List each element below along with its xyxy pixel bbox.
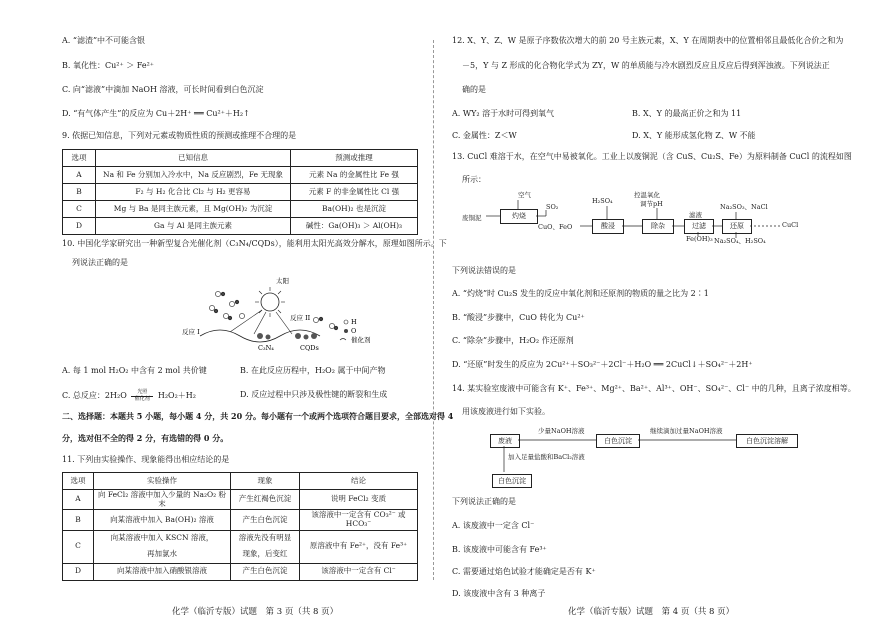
table-cell: A — [63, 167, 96, 184]
flow-step-calcination: 灼烧 — [500, 209, 538, 224]
flow-cuo-feo-label: CuO、FeO — [538, 223, 573, 231]
flow-hcl-bacl2-label: 加入足量盐酸和BaCl₂溶液 — [508, 453, 585, 461]
q12-option-b: B. X、Y 的最高正价之和为 11 — [632, 109, 742, 118]
table-cell: C — [63, 530, 94, 563]
table-cell: 向 FeCl₂ 溶液中加入少量的 Na₂O₂ 粉末 — [94, 490, 231, 510]
q14-question: 下列说法正确的是 — [452, 497, 516, 506]
reaction-arrow — [131, 390, 153, 402]
flow-so2-label: SO₂ — [546, 203, 559, 211]
table-header: 实验操作 — [94, 473, 231, 490]
reaction-condition-bottom: 催化剂 — [134, 395, 150, 402]
flow-product-label: CuCl — [782, 221, 799, 229]
legend-catalyst-label: 催化剂 — [351, 336, 371, 344]
q10-option-c-prefix: C. 总反应：2H₂O — [62, 391, 127, 400]
table-cell: 向某溶液中加入硝酸银溶液 — [94, 563, 231, 580]
q10-option-a: A. 每 1 mol H₂O₂ 中含有 2 mol 共价键 — [62, 366, 207, 375]
flow-white-precipitate: 白色沉淀 — [596, 434, 640, 448]
table-header: 选项 — [63, 473, 94, 490]
q9-table — [62, 149, 418, 235]
table-cell: B — [63, 184, 96, 201]
table-cell: 产生红褐色沉淀 — [231, 490, 300, 510]
table-cell: B — [63, 510, 94, 530]
q9-stem: 9. 依据已知信息，下列对元素或物质性质的预测或推理不合理的是 — [62, 131, 297, 140]
legend-o-label: O — [351, 327, 357, 335]
table-cell: Mg 与 Ba 是同主族元素，且 Mg(OH)₂ 为沉淀 — [96, 201, 291, 218]
q13-option-a: A. “灼烧”时 Cu₂S 发生的反应中氧化剂和还原剂的物质的量之比为 2∶1 — [452, 289, 709, 298]
section-2-instructions-line2: 分，选对但不全的得 2 分，有选错的得 0 分。 — [62, 433, 229, 443]
q10-option-c — [62, 390, 196, 402]
q13-stem-line1: 13. CuCl 难溶于水，在空气中易被氧化。工业上以废铜泥（含 CuS、Cu₂S、Fe）为原料制备 CuCl 的流程如图 — [452, 152, 852, 161]
flow-waste-liquid: 废液 — [490, 434, 520, 448]
catalyst-legend-icon — [340, 339, 346, 341]
flow-step-reduction: 还原 — [722, 219, 752, 234]
q13-question: 下列说法错误的是 — [452, 266, 516, 275]
sun-icon — [255, 287, 285, 317]
section-2-instructions-line1: 二、选择题：本题共 5 小题，每小题 4 分，共 20 分。每小题有一个或两个选项符合题目要求，全部选对得 4 — [62, 411, 454, 421]
table-header: 选项 — [63, 150, 96, 167]
q13-option-d: D. “还原”时发生的反应为 2Cu²⁺＋SO₃²⁻＋2Cl⁻＋H₂O ══ 2CuCl↓＋SO₄²⁻＋2H⁺ — [452, 360, 753, 369]
table-cell: 产生白色沉淀 — [231, 510, 300, 530]
table-header: 现象 — [231, 473, 300, 490]
table-cell: 再加氯水 — [94, 547, 231, 564]
table-cell: D — [63, 218, 96, 235]
legend-h-label: H — [351, 318, 357, 326]
q10-option-d: D. 反应过程中只涉及极性键的断裂和生成 — [240, 390, 388, 399]
table-row — [63, 563, 418, 580]
flow-step-filtration: 过滤 — [684, 219, 714, 234]
table-cell: 说明 FeCl₂ 变质 — [300, 490, 418, 510]
table-cell: A — [63, 490, 94, 510]
q10-mechanism-figure — [142, 272, 372, 358]
table-header: 预测或推理 — [291, 150, 418, 167]
table-cell: C — [63, 201, 96, 218]
q8-option-a: A. “滤渣”中不可能含银 — [62, 36, 146, 45]
table-cell: Na 和 Fe 分别加入冷水中，Na 反应剧烈，Fe 无现象 — [96, 167, 291, 184]
q12-stem-line2: －5，Y 与 Z 形成的化合物化学式为 ZY，W 的单质能与冷水剧烈反应且反应后得到浑浊液。下列说法正 — [462, 61, 830, 70]
q14-option-c: C. 需要通过焰色试验才能确定是否有 K⁺ — [452, 567, 596, 576]
table-cell: Ga 与 Al 是同主族元素 — [96, 218, 291, 235]
q14-option-a: A. 该废液中一定含 Cl⁻ — [452, 521, 535, 530]
table-cell: 元素 Na 的金属性比 Fe 强 — [291, 167, 418, 184]
q14-stem-line2: 用该废液进行如下实验。 — [462, 407, 550, 416]
catalyst-particles — [257, 333, 317, 340]
flow-fe-oh3-label: Fe(OH)₃ — [686, 235, 713, 243]
table-header-row — [63, 150, 418, 167]
table-cell: 向某溶液中加入 KSCN 溶液， — [94, 530, 231, 547]
q11-stem: 11. 下列由实验操作、现象能得出相应结论的是 — [62, 455, 230, 464]
q12-stem-line1: 12. X、Y、Z、W 是原子序数依次增大的前 20 号主族元素，X、Y 在周期表中的位置相邻且最低化合价之和为 — [452, 36, 844, 45]
table-cell: 该溶液中一定含有 CO₃²⁻ 或 HCO₃⁻ — [300, 510, 418, 530]
table-row — [63, 201, 418, 218]
q13-option-b: B. “酸浸”步骤中，CuO 转化为 Cu²⁺ — [452, 313, 585, 322]
q14-experiment-flowchart — [490, 428, 800, 474]
q10-option-b: B. 在此反应历程中，H₂O₂ 属于中间产物 — [240, 366, 386, 375]
sun-label: 太阳 — [276, 277, 289, 285]
flow-naoh-excess-label: 继续滴加过量NaOH溶液 — [650, 427, 723, 435]
table-row — [63, 490, 418, 510]
page-divider — [433, 40, 434, 580]
table-cell: 原溶液中有 Fe²⁺，没有 Fe³⁺ — [300, 530, 418, 563]
flow-h2so4-label: H₂SO₄ — [592, 197, 613, 205]
q8-option-b: B. 氧化性：Cu²⁺ ＞ Fe²⁺ — [62, 61, 155, 70]
page-footer-right: 化学（临沂专版）试题 第 4 页（共 8 页） — [568, 607, 735, 617]
q12-option-d: D. X、Y 能形成氢化物 Z、W 不能 — [632, 131, 756, 140]
table-cell: Ba(OH)₂ 也是沉淀 — [291, 201, 418, 218]
q10-stem-line1: 10. 中国化学家研究出一种新型复合光催化剂（C₃N₄/CQDs），能利用太阳光高效分解水，原理如图所示。下 — [62, 239, 447, 248]
q12-option-a: A. WY₂ 溶于水时可得到氧气 — [452, 109, 555, 118]
q12-stem-line3: 确的是 — [462, 85, 486, 94]
table-cell: 产生白色沉淀 — [231, 563, 300, 580]
q12-option-c: C. 金属性：Z＜W — [452, 131, 517, 140]
table-cell: 向某溶液中加入 Ba(OH)₂ 溶液 — [94, 510, 231, 530]
table-cell: 碱性：Ga(OH)₃ ＞ Al(OH)₃ — [291, 218, 418, 235]
q14-option-b: B. 该废液中可能含有 Fe³⁺ — [452, 545, 547, 554]
flow-step-purification: 除杂 — [642, 219, 674, 234]
flow-naoh-small-label: 少量NaOH溶液 — [538, 427, 585, 435]
table-header-row — [63, 473, 418, 490]
table-cell: 溶液先没有明显 — [231, 530, 300, 547]
reaction-condition-top: 光照 — [137, 389, 148, 395]
q10-option-c-suffix: H₂O₂＋H₂ — [157, 391, 196, 400]
cqds-label: CQDs — [300, 344, 319, 352]
light-arrows — [230, 310, 292, 334]
flow-filtrate-label: 滤液 — [689, 211, 702, 219]
flow-raw-material-label: 废铜泥 — [462, 214, 482, 222]
flow-arrows — [462, 190, 802, 258]
table-row — [63, 218, 418, 235]
reaction-2-label: 反应 II — [290, 314, 311, 322]
flow-precipitate-dissolves: 白色沉淀溶解 — [736, 434, 798, 448]
q13-process-flowchart — [462, 190, 802, 258]
q8-option-d: D. “有气体产生”的反应为 Cu＋2H⁺ ══ Cu²⁺＋H₂↑ — [62, 109, 250, 118]
flow-reagents-label: Na₂SO₃、NaCl — [720, 203, 768, 211]
reaction-1-label: 反应 I — [182, 328, 200, 336]
c3n4-label: C₃N₄ — [258, 344, 274, 352]
q13-stem-line2: 所示： — [462, 175, 486, 184]
flow-white-precipitate-2: 白色沉淀 — [492, 474, 532, 488]
table-header: 已知信息 — [96, 150, 291, 167]
q14-option-d: D. 该废液中含有 3 种离子 — [452, 589, 546, 598]
table-row — [63, 510, 418, 530]
table-cell: 现象，后变红 — [231, 547, 300, 564]
flow-step-acid-leach: 酸浸 — [592, 219, 624, 234]
q10-stem-line2: 列说法正确的是 — [72, 258, 128, 267]
table-cell: 元素 F 的非金属性比 Cl 强 — [291, 184, 418, 201]
table-row — [63, 167, 418, 184]
q8-option-c: C. 向“滤液”中滴加 NaOH 溶液，可长时间看到白色沉淀 — [62, 85, 264, 94]
hydrogen-legend-icon — [344, 320, 348, 324]
table-cell: 该溶液中一定含有 Cl⁻ — [300, 563, 418, 580]
flow-byproduct-label: Na₂SO₄、H₂SO₄ — [714, 237, 766, 245]
q11-table — [62, 472, 418, 581]
flow-controlled-oxidation-label: 控温氧化 — [634, 191, 660, 199]
oxygen-legend-icon — [344, 329, 348, 333]
flow-arrows — [490, 428, 800, 474]
flow-air-label: 空气 — [518, 191, 531, 199]
flow-adjust-ph-label: 调节pH — [640, 200, 663, 208]
table-cell: F₂ 与 H₂ 化合比 Cl₂ 与 H₂ 更容易 — [96, 184, 291, 201]
table-row — [63, 184, 418, 201]
table-header: 结论 — [300, 473, 418, 490]
page-footer-left: 化学（临沂专版）试题 第 3 页（共 8 页） — [172, 607, 339, 617]
table-cell: D — [63, 563, 94, 580]
table-row — [63, 530, 418, 547]
q14-stem-line1: 14. 某实验室废液中可能含有 K⁺、Fe³⁺、Mg²⁺、Ba²⁺、Al³⁺、OH⁻、SO₄²⁻、Cl⁻ 中的几种，且离子浓度相等。 — [452, 384, 856, 393]
q13-option-c: C. “除杂”步骤中，H₂O₂ 作还原剂 — [452, 336, 574, 345]
